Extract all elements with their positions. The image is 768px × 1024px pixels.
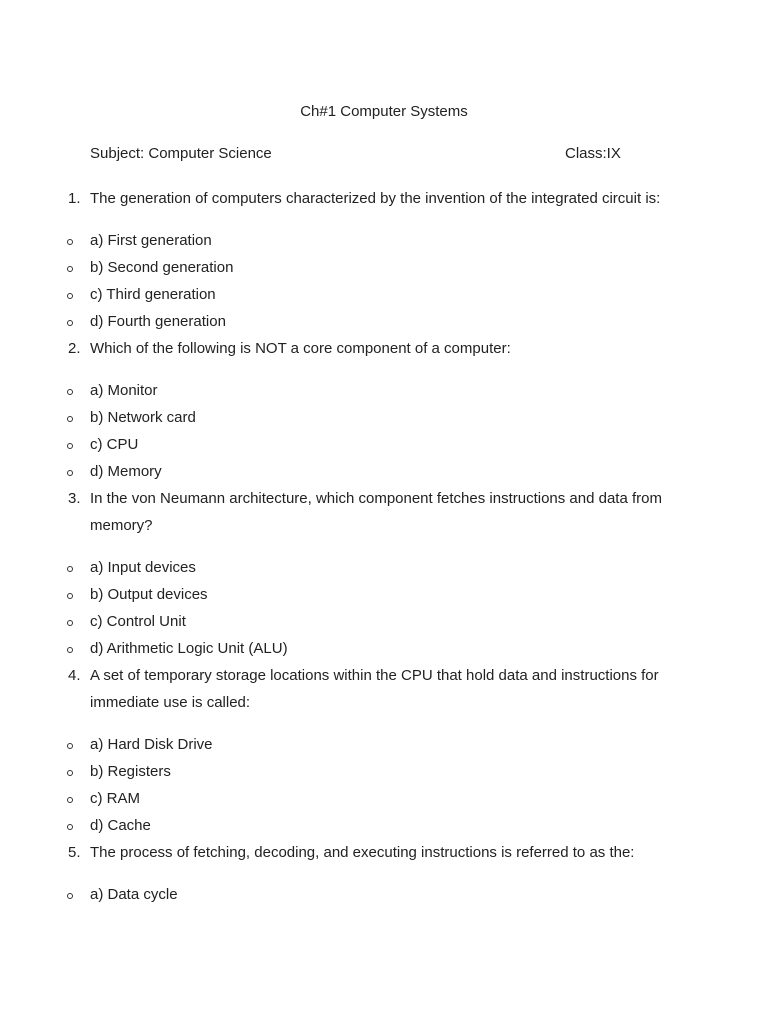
bullet-icon	[67, 320, 73, 326]
question	[0, 185, 680, 212]
option-text: a) First generation	[90, 232, 212, 249]
option-text: b) Registers	[90, 763, 171, 780]
option-text: d) Memory	[90, 463, 162, 480]
bullet-icon	[67, 239, 73, 245]
option-item	[0, 731, 768, 758]
question-text: The process of fetching, decoding, and executing instructions is referred to as the:	[90, 844, 635, 861]
bullet-icon	[67, 416, 73, 422]
question-text: A set of temporary storage locations within the CPU that hold data and instructions for immediate use is called:	[90, 667, 659, 711]
question-block	[0, 839, 768, 908]
page-title: Ch#1 Computer Systems	[300, 103, 468, 120]
option-list	[0, 227, 768, 335]
option-text: c) Third generation	[90, 286, 216, 303]
bullet-icon	[67, 443, 73, 449]
option-item	[0, 404, 768, 431]
bullet-icon	[67, 566, 73, 572]
option-text: c) CPU	[90, 436, 139, 453]
option-text: a) Input devices	[90, 559, 196, 576]
option-text: a) Data cycle	[90, 886, 178, 903]
option-item	[0, 608, 768, 635]
question-number: 2.	[68, 340, 81, 357]
subject-label: Subject: Computer Science	[90, 145, 272, 162]
option-item	[0, 785, 768, 812]
question-text: The generation of computers characterized by the invention of the integrated circuit is:	[90, 190, 661, 207]
option-item	[0, 308, 768, 335]
option-list	[0, 881, 768, 908]
option-item	[0, 458, 768, 485]
question-text: In the von Neumann architecture, which component fetches instructions and data from memory?	[90, 490, 662, 534]
bullet-icon	[67, 266, 73, 272]
question	[0, 485, 680, 539]
question-number: 3.	[68, 490, 81, 507]
bullet-icon	[67, 593, 73, 599]
option-text: d) Cache	[90, 817, 151, 834]
option-item	[0, 281, 768, 308]
option-item	[0, 581, 768, 608]
question	[0, 839, 680, 866]
question-number: 4.	[68, 667, 81, 684]
option-item	[0, 254, 768, 281]
bullet-icon	[67, 893, 73, 899]
question-block	[0, 185, 768, 335]
option-item	[0, 881, 768, 908]
class-label: Class:IX	[565, 145, 621, 162]
bullet-icon	[67, 824, 73, 830]
option-text: b) Second generation	[90, 259, 234, 276]
question-number: 1.	[68, 190, 81, 207]
option-text: c) Control Unit	[90, 613, 186, 630]
option-item	[0, 812, 768, 839]
option-item	[0, 635, 768, 662]
bullet-icon	[67, 743, 73, 749]
option-item	[0, 554, 768, 581]
question-list	[0, 185, 768, 908]
option-list	[0, 554, 768, 662]
bullet-icon	[67, 797, 73, 803]
option-text: b) Network card	[90, 409, 196, 426]
question-text: Which of the following is NOT a core component of a computer:	[90, 340, 511, 357]
option-text: d) Arithmetic Logic Unit (ALU)	[90, 640, 288, 657]
option-text: d) Fourth generation	[90, 313, 226, 330]
bullet-icon	[67, 620, 73, 626]
question	[0, 662, 680, 716]
option-text: c) RAM	[90, 790, 140, 807]
bullet-icon	[67, 647, 73, 653]
question-block	[0, 485, 768, 662]
option-item	[0, 431, 768, 458]
bullet-icon	[67, 293, 73, 299]
option-list	[0, 377, 768, 485]
bullet-icon	[67, 770, 73, 776]
question	[0, 335, 680, 362]
option-list	[0, 731, 768, 839]
question-number: 5.	[68, 844, 81, 861]
bullet-icon	[67, 389, 73, 395]
option-item	[0, 227, 768, 254]
option-text: b) Output devices	[90, 586, 208, 603]
question-block	[0, 662, 768, 839]
option-text: a) Monitor	[90, 382, 158, 399]
option-text: a) Hard Disk Drive	[90, 736, 213, 753]
option-item	[0, 377, 768, 404]
question-block	[0, 335, 768, 485]
bullet-icon	[67, 470, 73, 476]
option-item	[0, 758, 768, 785]
